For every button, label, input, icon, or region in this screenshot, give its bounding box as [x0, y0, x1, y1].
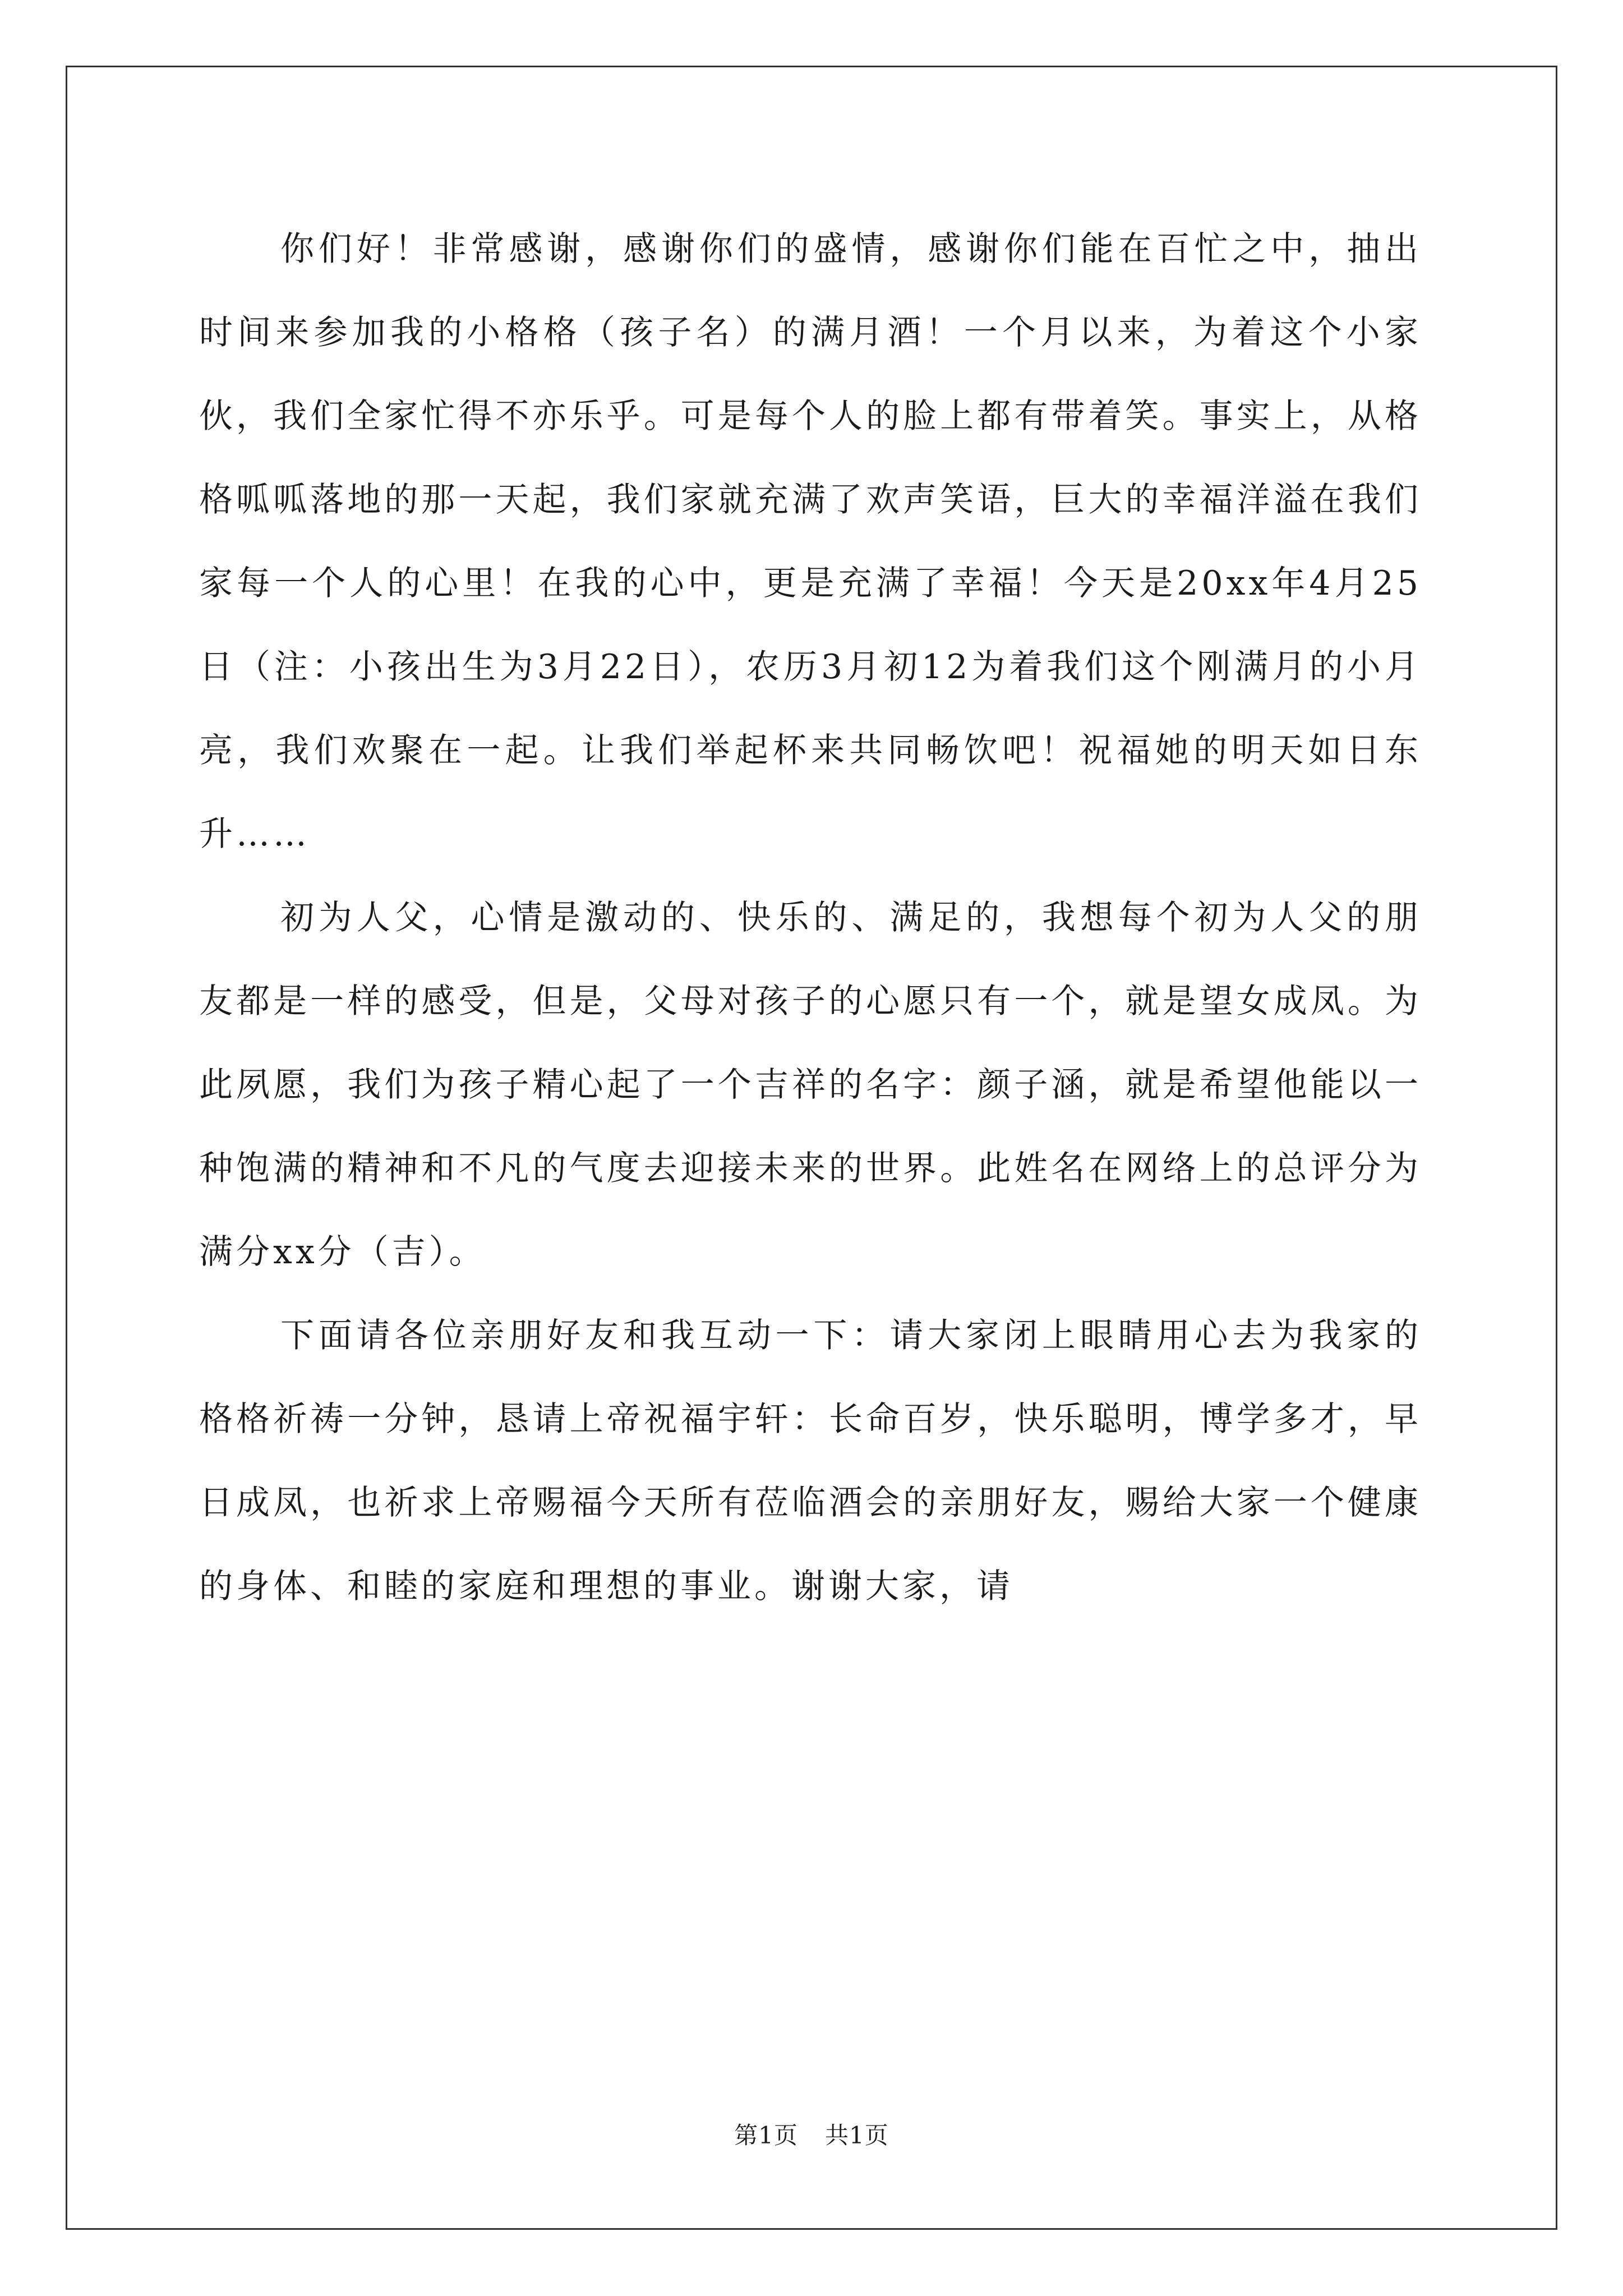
page-total: 共1页	[825, 2122, 889, 2149]
page-number: 第1页	[734, 2122, 798, 2149]
paragraph-1: 你们好！非常感谢，感谢你们的盛情，感谢你们能在百忙之中，抽出时间来参加我的小格格（孩子名）的满月酒！一个月以来，为着这个小家伙，我们全家忙得不亦乐乎。可是每个人的脸上都有带着笑。事实上，从格格呱呱落地的那一天起，我们家就充满了欢声笑语，巨大的幸福洋溢在我们家每一个人的心里！在我的心中，更是充满了幸福！今天是20xx年4月25日（注：小孩出生为3月22日），农历3月初12为着我们这个刚满月的小月亮，我们欢聚在一起。让我们举起杯来共同畅饮吧！祝福她的明天如日东升……	[199, 229, 1422, 854]
document-body	[199, 208, 1422, 1628]
paragraph-3: 下面请各位亲朋好友和我互动一下：请大家闭上眼睛用心去为我家的格格祈祷一分钟，恳请上帝祝福宇轩：长命百岁，快乐聪明，博学多才，早日成凤，也祈求上帝赐福今天所有莅临酒会的亲朋好友，赐给大家一个健康的身体、和睦的家庭和理想的事业。谢谢大家，请	[199, 1316, 1422, 1606]
paragraph-2: 初为人父，心情是激动的、快乐的、满足的，我想每个初为人父的朋友都是一样的感受，但是，父母对孩子的心愿只有一个，就是望女成凤。为此夙愿，我们为孩子精心起了一个吉祥的名字：颜子涵，就是希望他能以一种饱满的精神和不凡的气度去迎接未来的世界。此姓名在网络上的总评分为满分xx分（吉）。	[199, 898, 1422, 1272]
page-footer	[0, 2119, 1623, 2152]
